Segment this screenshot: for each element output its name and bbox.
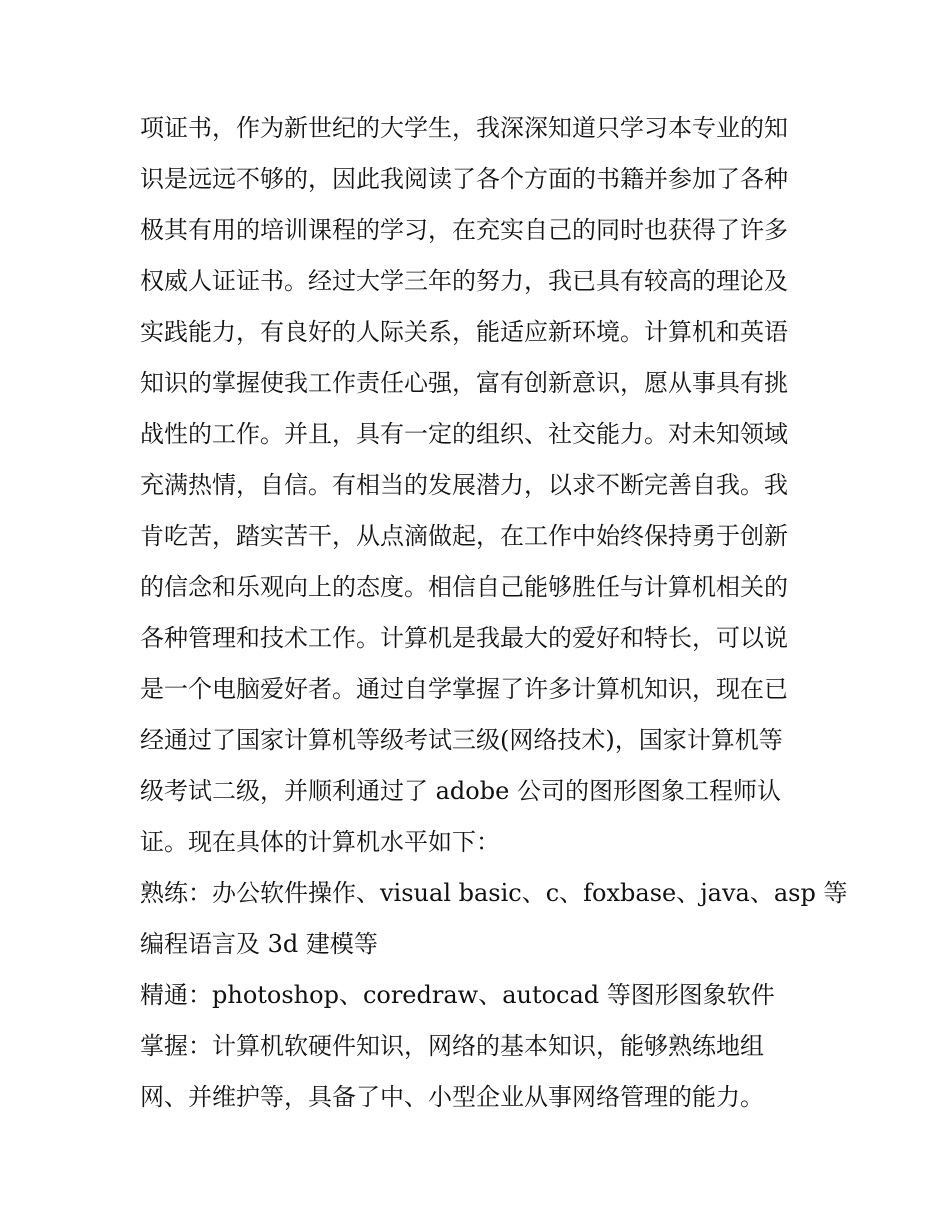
text-line: 极其有用的培训课程的学习，在充实自己的同时也获得了许多 xyxy=(140,216,788,244)
text-line: 实践能力，有良好的人际关系，能适应新环境。计算机和英语 xyxy=(140,318,788,346)
text-line: 项证书，作为新世纪的大学生，我深深知道只学习本专业的知 xyxy=(140,114,788,142)
text-line: 级考试二级，并顺利通过了 adobe 公司的图形图象工程师认 xyxy=(140,777,781,805)
text-line: 肯吃苦，踏实苦干，从点滴做起，在工作中始终保持勇于创新 xyxy=(140,522,788,550)
skill-line-mastered-cont: 网、并维护等，具备了中、小型企业从事网络管理的能力。 xyxy=(140,1083,764,1111)
skill-line-proficient: 熟练：办公软件操作、visual basic、c、foxbase、java、asp 等 xyxy=(140,879,848,907)
text-line: 知识的掌握使我工作责任心强，富有创新意识，愿从事具有挑 xyxy=(140,369,788,397)
document-body xyxy=(140,103,848,1123)
text-line: 各种管理和技术工作。计算机是我最大的爱好和特长，可以说 xyxy=(140,624,788,652)
text-line: 证。现在具体的计算机水平如下： xyxy=(140,828,500,856)
text-line: 是一个电脑爱好者。通过自学掌握了许多计算机知识，现在已 xyxy=(140,675,788,703)
text-line: 权威人证证书。经过大学三年的努力，我已具有较高的理论及 xyxy=(140,267,788,295)
text-line: 识是远远不够的，因此我阅读了各个方面的书籍并参加了各种 xyxy=(140,165,788,193)
text-line: 经通过了国家计算机等级考试三级(网络技术)，国家计算机等 xyxy=(140,726,783,754)
skill-line-proficient-cont: 编程语言及 3d 建模等 xyxy=(140,930,378,958)
skill-line-expert: 精通：photoshop、coredraw、autocad 等图形图象软件 xyxy=(140,981,775,1009)
text-line: 的信念和乐观向上的态度。相信自己能够胜任与计算机相关的 xyxy=(140,573,788,601)
text-line: 充满热情，自信。有相当的发展潜力，以求不断完善自我。我 xyxy=(140,471,788,499)
text-line: 战性的工作。并且，具有一定的组织、社交能力。对未知领域 xyxy=(140,420,788,448)
skill-line-mastered: 掌握：计算机软硬件知识，网络的基本知识，能够熟练地组 xyxy=(140,1032,764,1060)
